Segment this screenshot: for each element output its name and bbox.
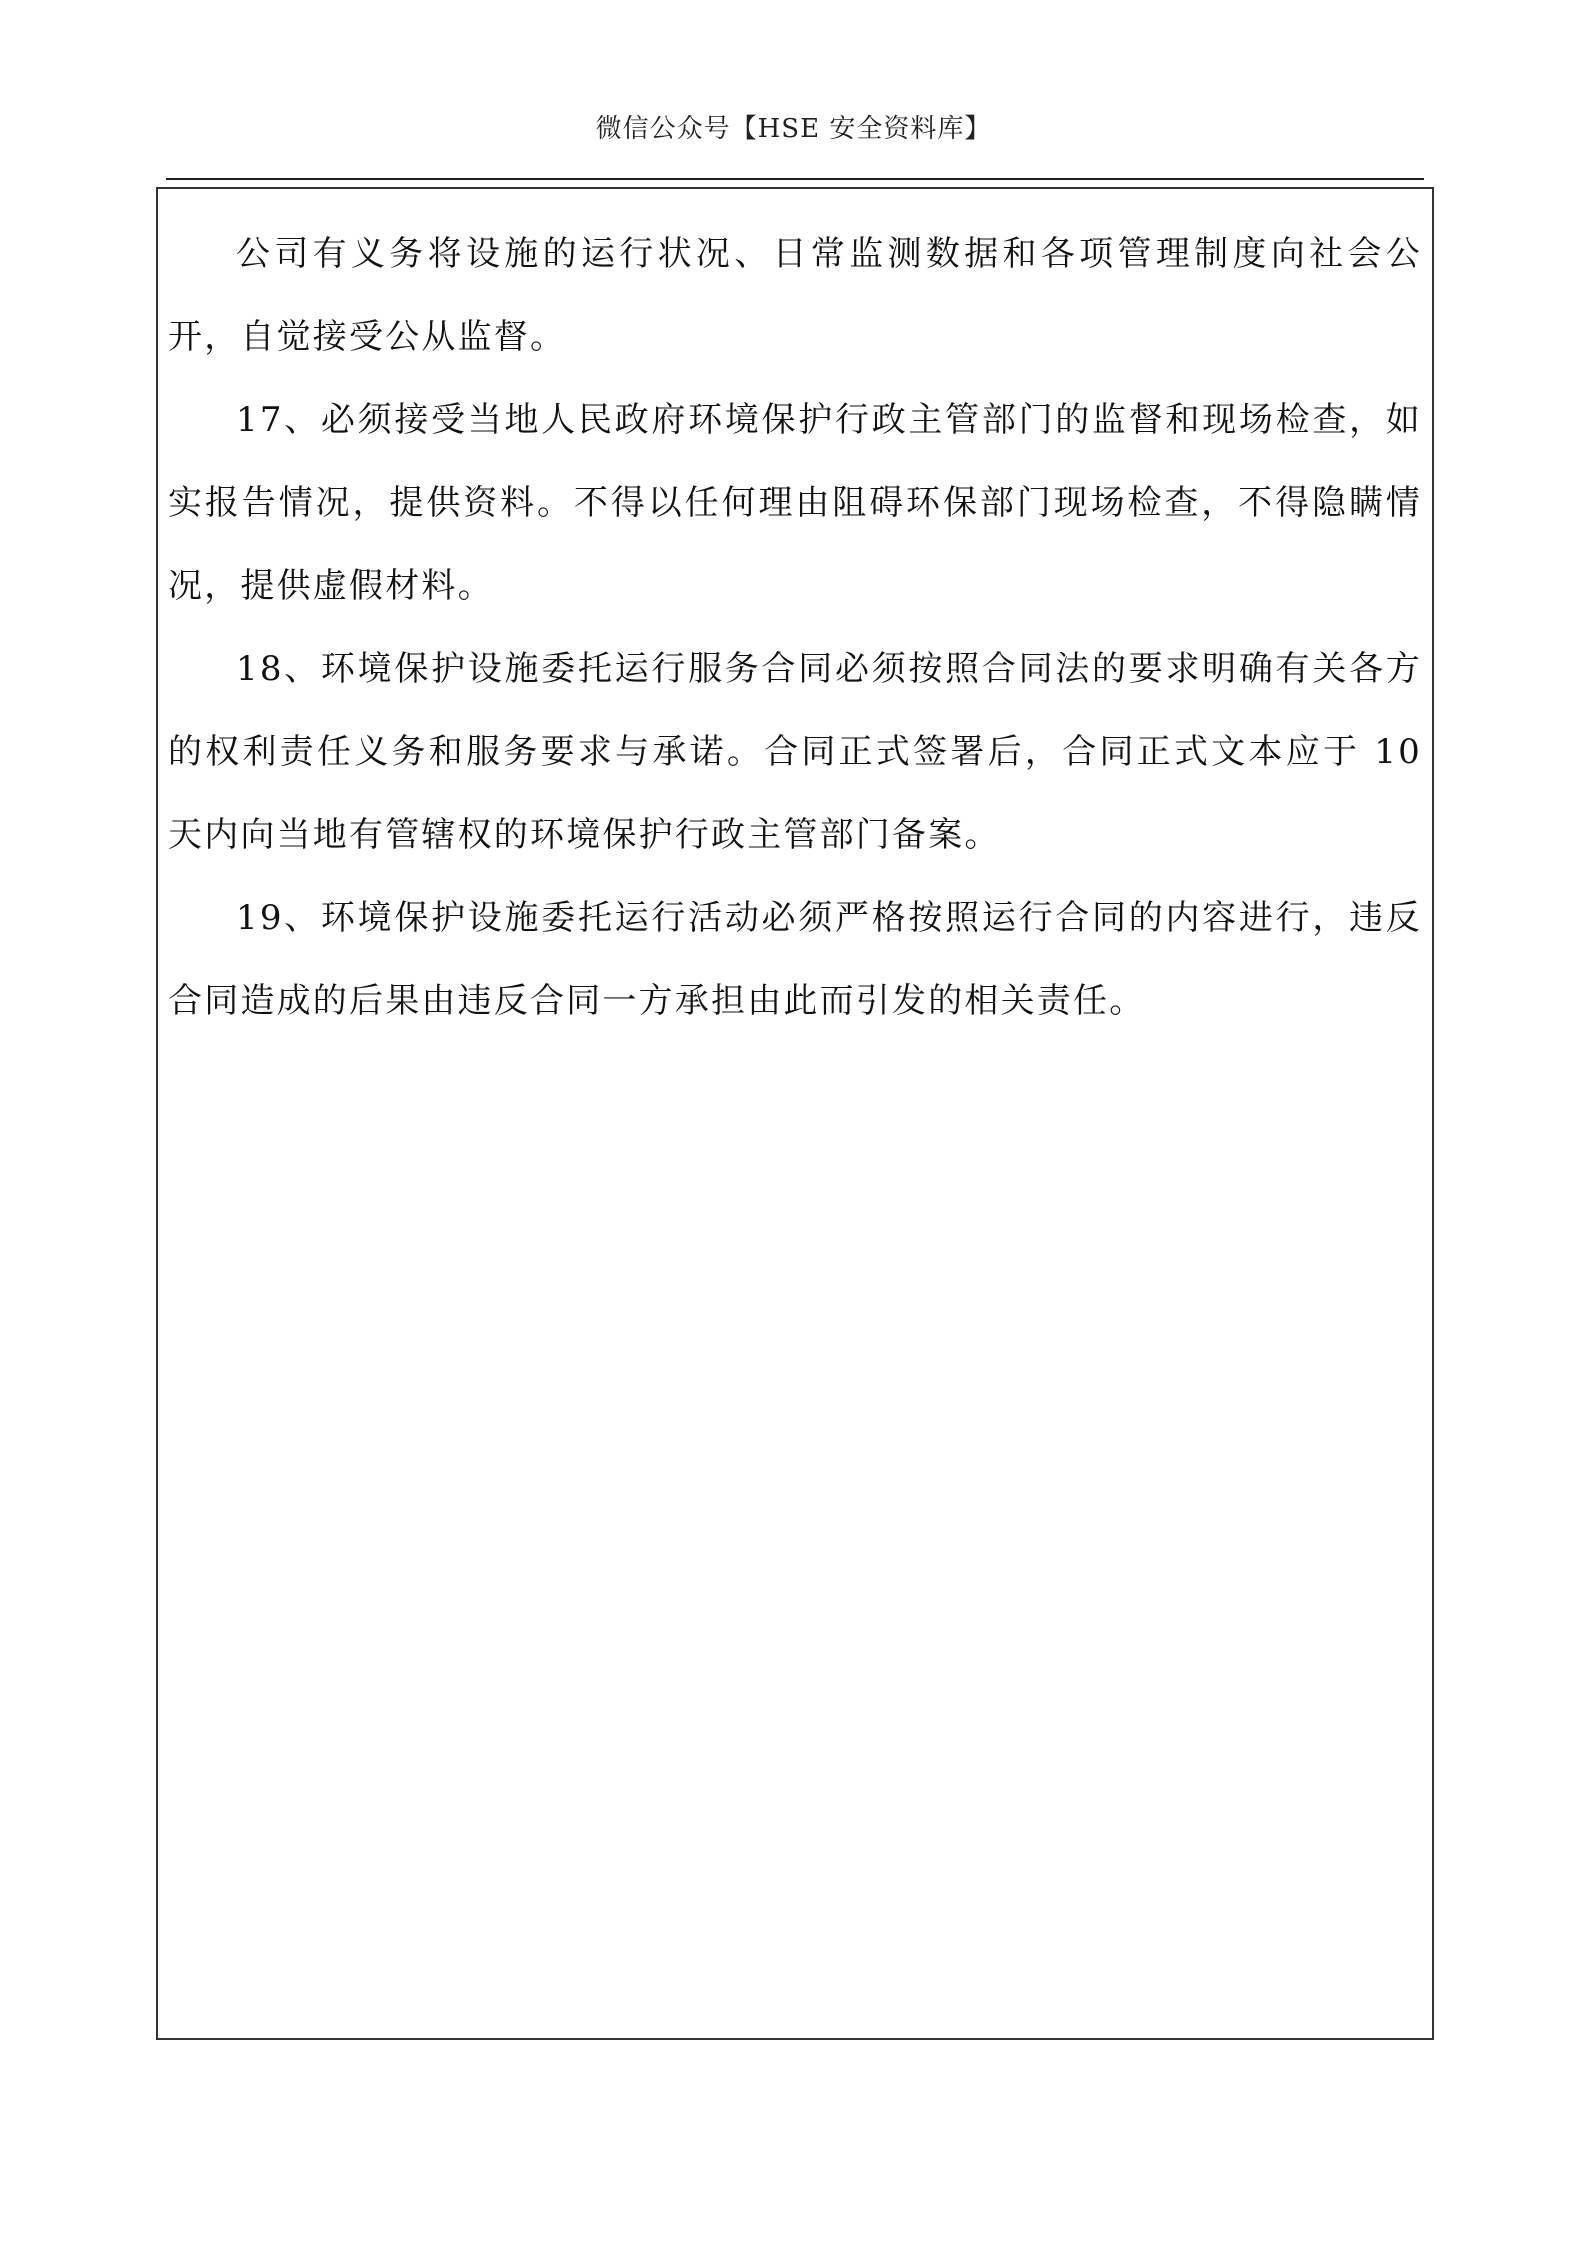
paragraph-17: 17、必须接受当地人民政府环境保护行政主管部门的监督和现场检查，如实报告情况，提供资料。不得以任何理由阻碍环保部门现场检查，不得隐瞒情况，提供虚假材料。 <box>168 400 1422 606</box>
page-header: 微信公众号【HSE 安全资料库】 <box>595 114 992 144</box>
body-text <box>168 213 1422 1043</box>
paragraph-public-disclosure: 公司有义务将设施的运行状况、日常监测数据和各项管理制度向社会公开，自觉接受公从监督。 <box>168 234 1422 357</box>
content-frame <box>156 187 1434 2040</box>
paragraph-18: 18、环境保护设施委托运行服务合同必须按照合同法的要求明确有关各方的权利责任义务和服务要求与承诺。合同正式签署后，合同正式文本应于 10 天内向当地有管辖权的环境保护行政主管部门备案。 <box>168 649 1422 855</box>
header-divider <box>166 178 1424 180</box>
paragraph-19: 19、环境保护设施委托运行活动必须严格按照运行合同的内容进行，违反合同造成的后果由违反合同一方承担由此而引发的相关责任。 <box>168 898 1422 1021</box>
